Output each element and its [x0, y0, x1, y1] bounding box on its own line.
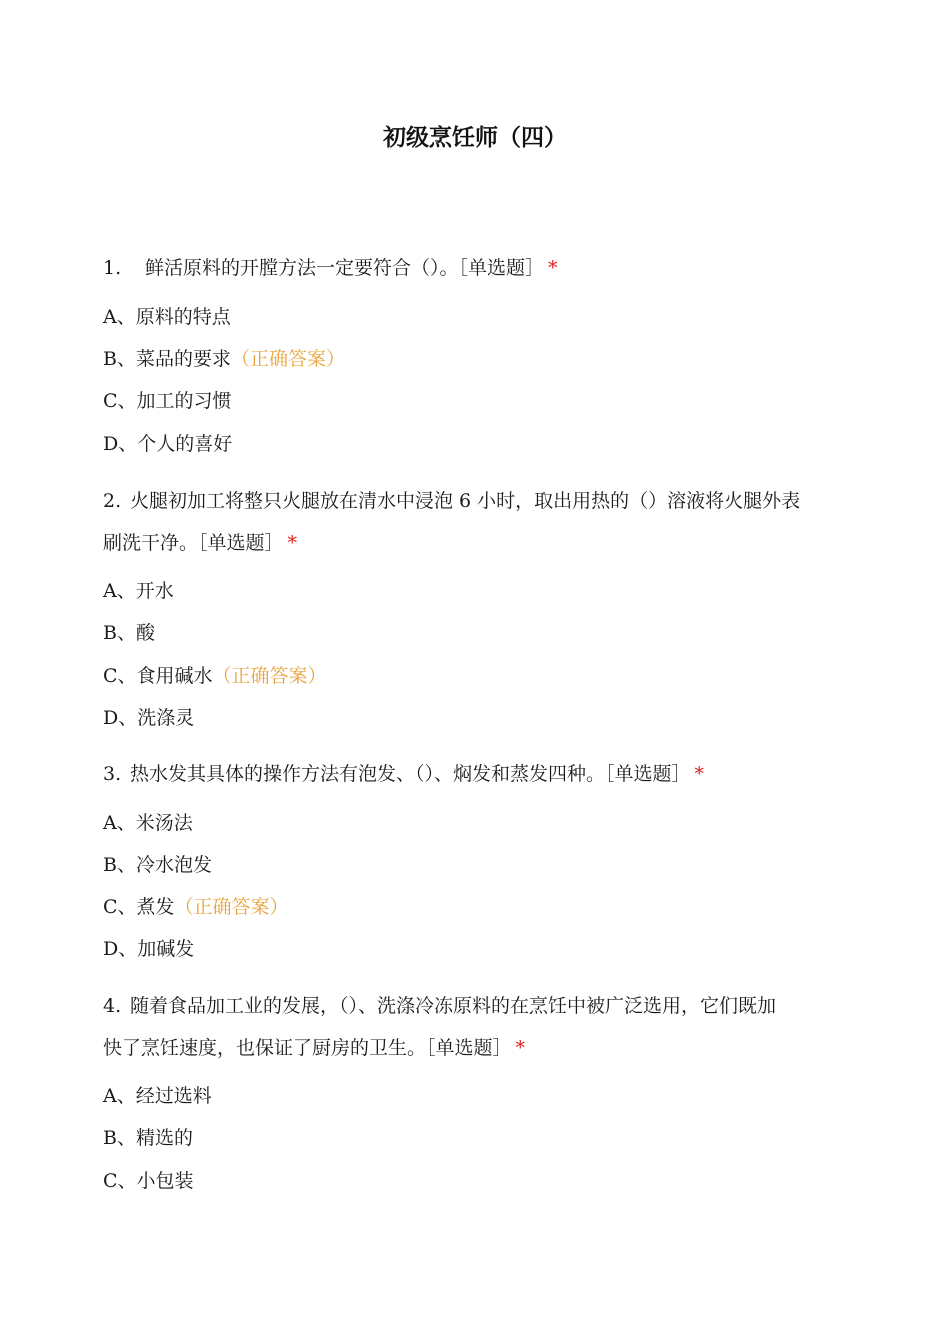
- option-label: A、经过选料: [103, 1085, 212, 1107]
- question-3: [103, 761, 848, 787]
- page-title: 初级烹饪师（四）: [383, 125, 567, 151]
- question-text: 随着食品加工业的发展，（）、洗涤冷冻原料的在烹饪中被广泛选用，它们既加: [130, 995, 777, 1017]
- question-2-line-2: [103, 530, 848, 556]
- required-asterisk: *: [287, 532, 298, 554]
- option-label: A、原料的特点: [103, 306, 231, 328]
- option-label: D、加碱发: [103, 938, 195, 960]
- correct-answer-mark: （正确答案）: [230, 348, 345, 370]
- option-label: C、小包装: [103, 1170, 194, 1192]
- question-text: 快了烹饪速度，也保证了厨房的卫生。［单选题］: [103, 1037, 512, 1059]
- question-number: 1.: [103, 257, 122, 279]
- question-number: 2.: [103, 490, 122, 512]
- question-4: [103, 993, 848, 1019]
- option-2c: [103, 663, 848, 689]
- option-label: C、加工的习惯: [103, 390, 232, 412]
- question-number: 3.: [103, 763, 122, 785]
- correct-answer-mark: （正确答案）: [212, 665, 327, 687]
- option-label: C、煮发: [103, 896, 175, 918]
- question-text: 鲜活原料的开膛方法一定要符合（）。［单选题］: [145, 257, 545, 279]
- option-1d: [103, 431, 848, 457]
- option-label: B、冷水泡发: [103, 854, 212, 876]
- option-3c: [103, 894, 848, 920]
- question-1: [103, 255, 848, 281]
- option-label: A、开水: [103, 580, 174, 602]
- required-asterisk: *: [694, 763, 705, 785]
- option-1a: [103, 304, 848, 330]
- option-label: C、食用碱水: [103, 665, 213, 687]
- option-2d: [103, 705, 848, 731]
- option-label: D、洗涤灵: [103, 707, 195, 729]
- option-2a: [103, 578, 848, 604]
- option-label: B、精选的: [103, 1127, 193, 1149]
- question-text: 热水发其具体的操作方法有泡发、（）、焖发和蒸发四种。［单选题］: [130, 763, 691, 785]
- option-1b: [103, 346, 848, 372]
- question-number: 4.: [103, 995, 122, 1017]
- option-3d: [103, 936, 848, 962]
- option-1c: [103, 388, 848, 414]
- question-text: 刷洗干净。［单选题］: [103, 532, 284, 554]
- option-label: A、米汤法: [103, 812, 193, 834]
- option-label: D、个人的喜好: [103, 433, 233, 455]
- required-asterisk: *: [515, 1037, 526, 1059]
- option-3a: [103, 810, 848, 836]
- question-4-line-2: [103, 1035, 848, 1061]
- required-asterisk: *: [548, 257, 558, 279]
- option-4b: [103, 1125, 848, 1151]
- correct-answer-mark: （正确答案）: [174, 896, 289, 918]
- option-label: B、菜品的要求: [103, 348, 231, 370]
- option-4a: [103, 1083, 848, 1109]
- option-4c: [103, 1168, 848, 1194]
- question-text: 火腿初加工将整只火腿放在清水中浸泡 6 小时，取出用热的（）溶液将火腿外表: [130, 490, 801, 512]
- option-2b: [103, 620, 848, 646]
- option-label: B、酸: [103, 622, 155, 644]
- option-3b: [103, 852, 848, 878]
- question-2: [103, 488, 848, 514]
